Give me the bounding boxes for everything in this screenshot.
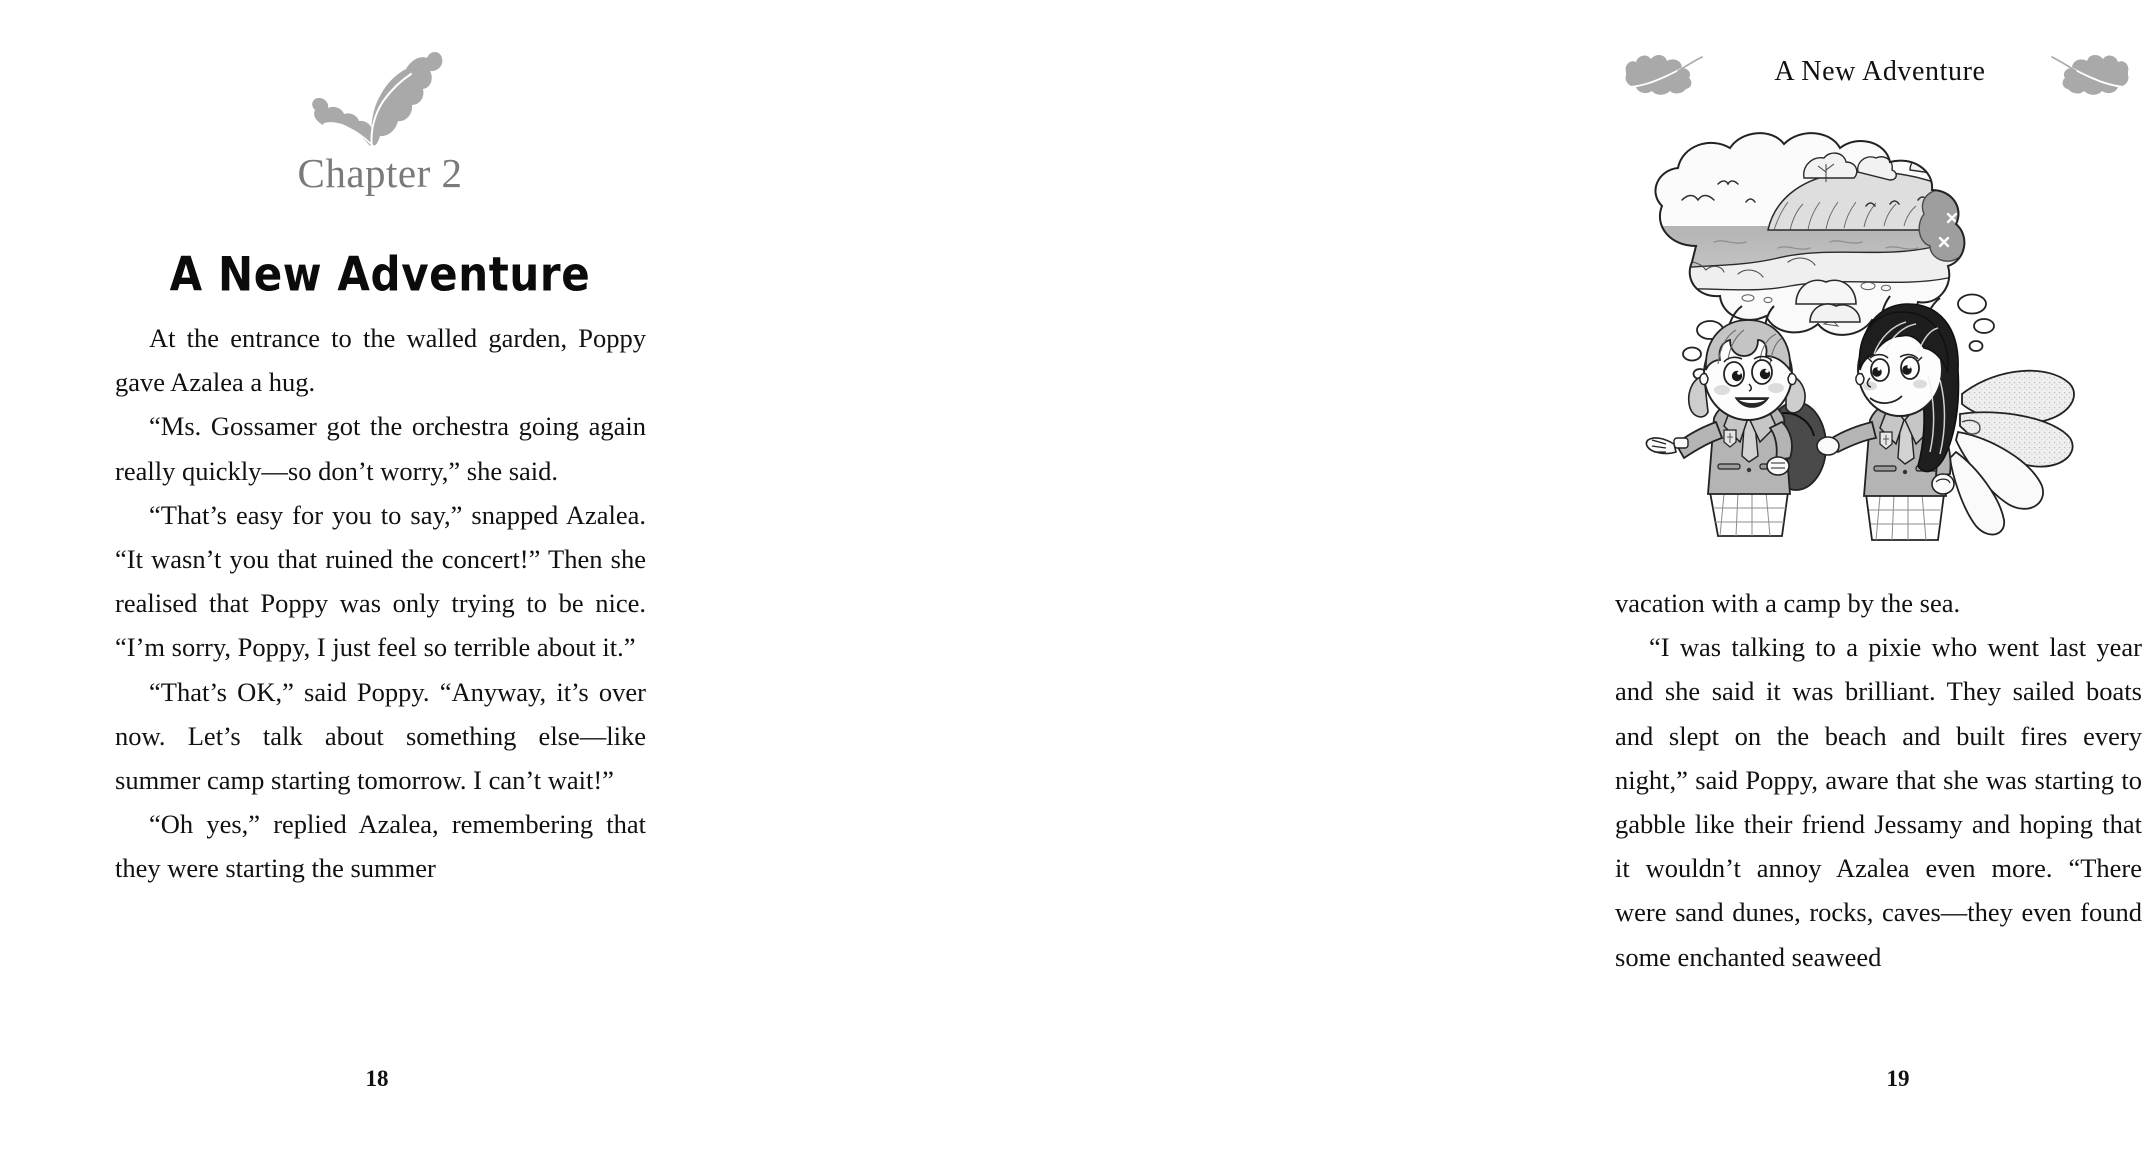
- paragraph: “That’s OK,” said Poppy. “Anyway, it’s over now. Let’s talk about something else—like summer camp starting tomorrow. I can’t wait!”: [115, 676, 646, 796]
- page-left: [0, 0, 750, 1151]
- paragraph: “Ms. Gossamer got the orchestra going again really quickly—so don’t worry,” she said.: [115, 411, 646, 486]
- chapter-title: A New Adventure: [169, 247, 591, 303]
- paragraph: “Oh yes,” replied Azalea, remembering that they were starting the summer: [115, 809, 646, 884]
- paragraph: At the entrance to the walled garden, Poppy gave Azalea a hug.: [115, 323, 646, 398]
- running-header: [1610, 46, 2150, 106]
- chapter-label: Chapter 2: [297, 150, 463, 196]
- right-page-body-text: [1615, 581, 2142, 979]
- left-page-body-text: [115, 316, 646, 891]
- oak-leaf-icon: [2050, 46, 2136, 102]
- paragraph: “I was talking to a pixie who went last year and she said it was brilliant. They sailed boats and slept on the beach and built fires every night,” said Poppy, aware that she was starting to gabble like their friend Jessamy and hoping that it wouldn’t annoy Azalea even more. “There were sand dunes, rocks, caves—they even found some enchanted seaweed: [1615, 632, 2142, 972]
- running-header-title: A New Adventure: [1774, 56, 1986, 87]
- page-right: [750, 0, 2142, 1151]
- thought-bubble: [1638, 126, 1998, 346]
- paragraph: “That’s easy for you to say,” snapped Azalea. “It wasn’t you that ruined the concert!” Then she realised that Poppy was only trying to be nice. “I’m sorry, Poppy, I just feel so terrible about it.”: [115, 499, 646, 663]
- paragraph: vacation with a camp by the sea.: [1615, 588, 1961, 618]
- page-number-left: 18: [365, 1066, 389, 1091]
- page-number-right: 19: [1886, 1066, 1910, 1091]
- girl-with-pigtails: [1646, 306, 1826, 536]
- fairy-wings: [1950, 371, 2074, 535]
- chapter-illustration: [1618, 126, 2142, 564]
- oak-leaf-pair-icon: [310, 44, 445, 156]
